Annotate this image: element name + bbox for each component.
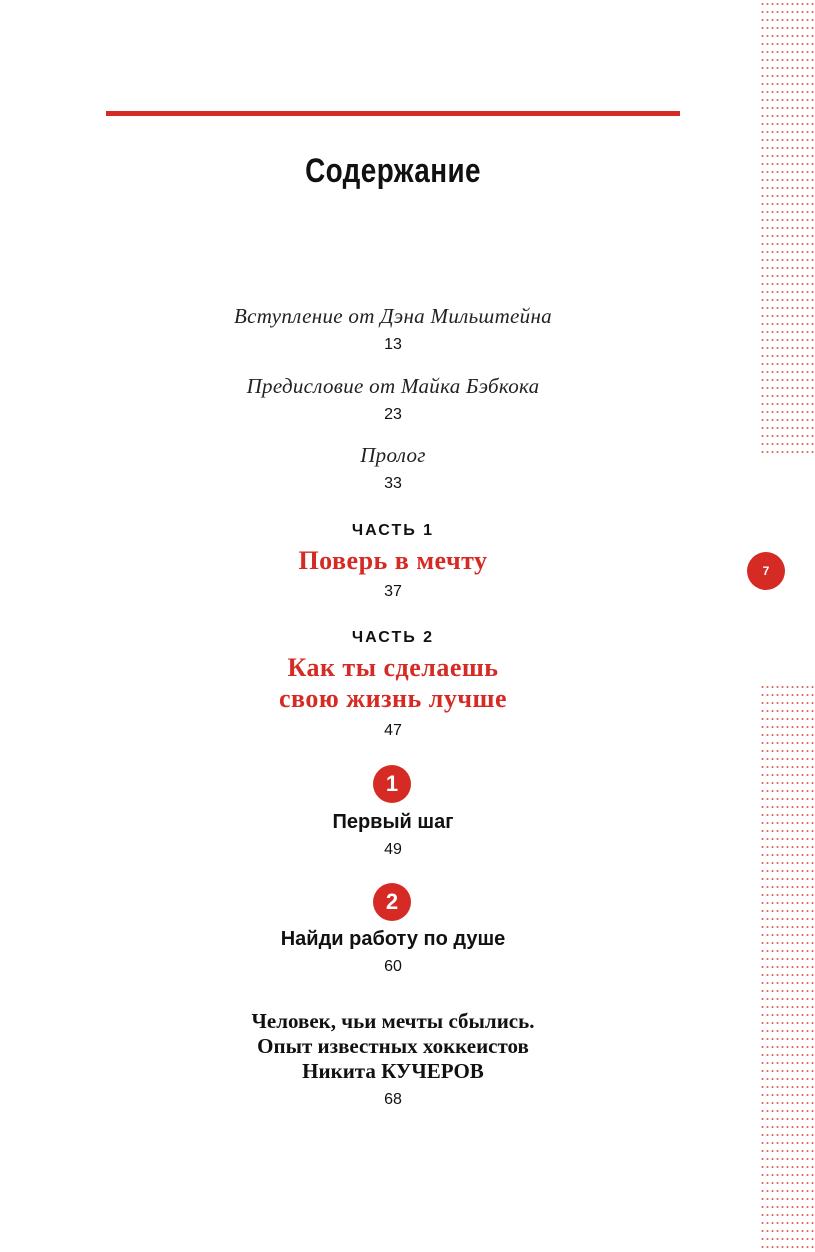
chapter-2-page: 60	[384, 958, 402, 975]
part-2-title-line-2: свою жизнь лучше	[278, 684, 508, 713]
chapter-2-title: Найди работу по душе	[280, 928, 506, 950]
decorative-dot-pattern-bottom	[760, 683, 815, 1252]
feature-line-2: Опыт известных хоккеистов	[257, 1034, 529, 1058]
part-1-title: Поверь в мечту	[298, 546, 488, 575]
toc-entry-foreword-label: Предисловие от Майка Бэбкока	[246, 374, 540, 398]
feature-line-3: Никита КУЧЕРОВ	[302, 1059, 484, 1083]
feature-page: 68	[384, 1091, 402, 1108]
part-2-title-line-1: Как ты сделаешь	[287, 653, 499, 682]
page-number-badge: 7	[747, 552, 785, 590]
toc-entry-foreword-page: 23	[384, 406, 402, 423]
decorative-dot-pattern-top	[760, 0, 815, 458]
part-2-page: 47	[384, 722, 402, 739]
part-2-label: ЧАСТЬ 2	[351, 629, 435, 646]
part-1-page: 37	[384, 583, 402, 600]
toc-entry-intro-label: Вступление от Дэна Мильштейна	[234, 304, 552, 328]
toc-entry-prologue-page: 33	[384, 475, 402, 492]
toc-entry-intro-page: 13	[384, 336, 402, 353]
chapter-1-page: 49	[384, 841, 402, 858]
part-1-label: ЧАСТЬ 1	[351, 522, 435, 539]
chapter-2-number-badge: 2	[373, 883, 411, 921]
chapter-1-title: Первый шаг	[332, 811, 454, 833]
chapter-1-number-badge: 1	[373, 765, 411, 803]
toc-entry-prologue-label: Пролог	[360, 443, 426, 467]
page-title: Содержание	[305, 152, 481, 190]
top-red-rule	[106, 111, 680, 116]
feature-line-1: Человек, чьи мечты сбылись.	[251, 1009, 535, 1033]
